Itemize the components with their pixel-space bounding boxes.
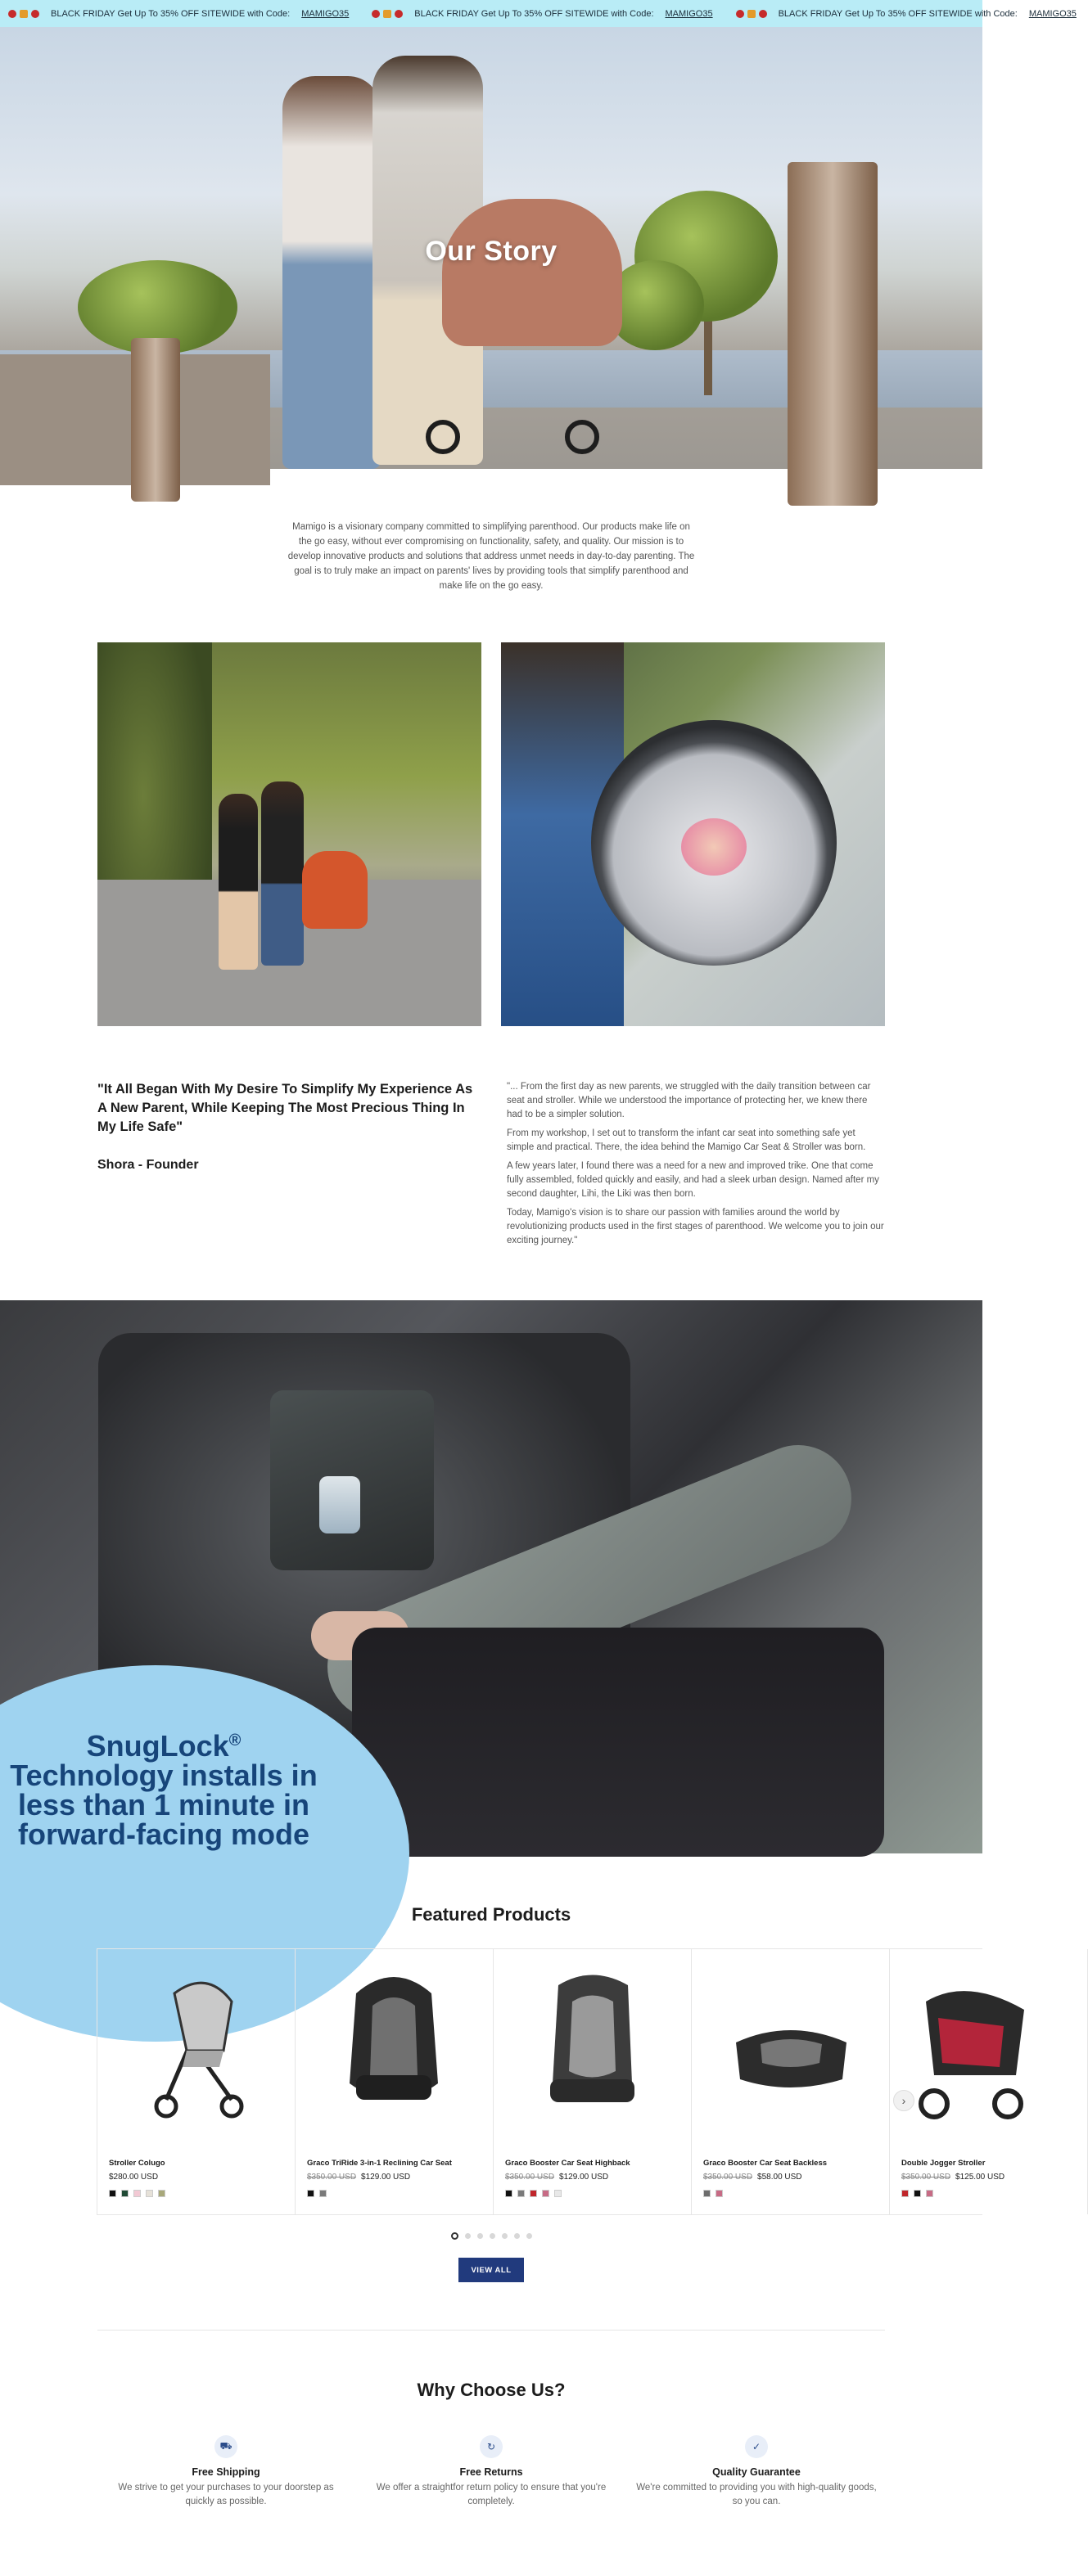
announcement-text: BLACK FRIDAY Get Up To 35% OFF SITEWIDE with Code: bbox=[51, 8, 291, 19]
snuglock-banner bbox=[0, 1300, 982, 1853]
photo-orange-stroller bbox=[302, 851, 368, 929]
product-sale-price: $125.00 USD bbox=[955, 2173, 1005, 2182]
promo-code[interactable]: MAMIGO35 bbox=[665, 8, 713, 19]
color-swatch[interactable] bbox=[926, 2190, 933, 2197]
color-swatch[interactable] bbox=[505, 2190, 512, 2197]
banner-seat-base bbox=[352, 1628, 884, 1857]
page-title: Our Story bbox=[425, 236, 558, 267]
product-sale-price: $280.00 USD bbox=[109, 2173, 159, 2182]
product-image[interactable] bbox=[703, 1961, 878, 2124]
photo-woman bbox=[219, 794, 258, 970]
product-card[interactable] bbox=[692, 1949, 890, 2214]
carousel-pagination bbox=[0, 2233, 982, 2240]
story-paragraph: From my workshop, I set out to transform the infant car seat into something safe yet simple and practical. There, the idea behind the Mamigo Car Seat & Stroller was born. bbox=[507, 1128, 866, 1152]
carousel-dot[interactable] bbox=[490, 2233, 495, 2239]
registered-mark: ® bbox=[228, 1732, 242, 1750]
carousel-dot[interactable] bbox=[526, 2233, 532, 2239]
product-image[interactable] bbox=[109, 1961, 283, 2124]
product-image[interactable] bbox=[307, 1961, 481, 2124]
color-swatch[interactable] bbox=[901, 2190, 909, 2197]
product-price bbox=[109, 2173, 283, 2182]
announcement-item bbox=[8, 9, 349, 19]
carousel-dot[interactable] bbox=[451, 2232, 458, 2240]
color-swatch[interactable] bbox=[307, 2190, 314, 2197]
intro-text: Mamigo is a visionary company committed to simplifying parenthood. Our products make life on the go easy, without ever compromising on functionality, safety, and quality. Our mission is to develop innovative products and solutions that address unmet needs in day-to-day parenting. The goal is to truly make an impact on parents' lives by providing tools that simplify parenthood and make life on the go easy. bbox=[287, 522, 695, 591]
why-item bbox=[634, 2435, 879, 2509]
gift-icon bbox=[736, 10, 767, 18]
product-image[interactable] bbox=[505, 1961, 679, 2124]
product-price bbox=[703, 2173, 878, 2182]
product-name[interactable]: Graco TriRide 3-in-1 Reclining Car Seat bbox=[307, 2159, 452, 2168]
product-sale-price: $58.00 USD bbox=[757, 2173, 802, 2182]
color-swatch[interactable] bbox=[554, 2190, 562, 2197]
hero-post bbox=[788, 162, 878, 506]
color-swatch[interactable] bbox=[319, 2190, 327, 2197]
product-name[interactable]: Graco Booster Car Seat Backless bbox=[703, 2159, 828, 2168]
founder-story bbox=[97, 1080, 885, 1253]
product-old-price: $350.00 USD bbox=[505, 2173, 555, 2182]
why-item-title: Quality Guarantee bbox=[712, 2466, 801, 2478]
color-swatches bbox=[901, 2190, 1076, 2197]
product-price bbox=[307, 2173, 481, 2182]
stroller-wheel bbox=[565, 420, 599, 454]
announcement-bar bbox=[0, 0, 1077, 27]
carousel-dot[interactable] bbox=[477, 2233, 483, 2239]
hero bbox=[0, 27, 982, 469]
gift-icon bbox=[8, 10, 39, 18]
carousel-dot[interactable] bbox=[465, 2233, 471, 2239]
color-swatches bbox=[505, 2190, 679, 2197]
product-card[interactable] bbox=[890, 1949, 1088, 2214]
product-old-price: $350.00 USD bbox=[307, 2173, 357, 2182]
promo-code[interactable]: MAMIGO35 bbox=[1028, 8, 1077, 19]
why-choose-list bbox=[0, 2435, 982, 2509]
color-swatch[interactable] bbox=[914, 2190, 921, 2197]
chevron-right-icon: › bbox=[901, 2094, 906, 2107]
why-choose-title: Why Choose Us? bbox=[417, 2380, 566, 2400]
hero-post bbox=[131, 338, 180, 502]
banner-line: forward-facing mode bbox=[17, 1817, 310, 1851]
color-swatch[interactable] bbox=[121, 2190, 129, 2197]
why-item bbox=[103, 2435, 349, 2509]
announcement-item bbox=[372, 9, 712, 19]
story-paragraph: "... From the first day as new parents, we struggled with the daily transition between car seat and stroller. While we understood the importance of protecting her, we knew there had to be a simpler solution. bbox=[507, 1082, 871, 1119]
product-name[interactable]: Double Jogger Stroller bbox=[901, 2159, 986, 2168]
story-paragraph: A few years later, I found there was a need for a new and improved trike. One that come fully assembled, folded quickly and easily, and had a sleek urban design. Named after my second daughter, Lihi, the Liki was then born. bbox=[507, 1161, 879, 1199]
color-swatch[interactable] bbox=[703, 2190, 711, 2197]
why-item-text: We offer a straightfor return policy to ensure that you're completely. bbox=[376, 2483, 607, 2506]
color-swatch[interactable] bbox=[146, 2190, 153, 2197]
product-card[interactable] bbox=[97, 1949, 296, 2214]
product-name[interactable]: Graco Booster Car Seat Highback bbox=[505, 2159, 630, 2168]
gift-icon bbox=[372, 10, 403, 18]
carousel-next-button[interactable] bbox=[893, 2090, 914, 2111]
photo-baby-carrier bbox=[501, 642, 885, 1026]
section-divider bbox=[97, 2330, 885, 2331]
color-swatch[interactable] bbox=[716, 2190, 723, 2197]
truck-icon: ⛟ bbox=[214, 2435, 237, 2458]
product-price bbox=[505, 2173, 679, 2182]
photo-man bbox=[261, 781, 304, 966]
color-swatch[interactable] bbox=[133, 2190, 141, 2197]
return-icon: ↻ bbox=[480, 2435, 503, 2458]
product-name[interactable]: Stroller Colugo bbox=[109, 2159, 165, 2168]
product-card[interactable] bbox=[494, 1949, 692, 2214]
story-text bbox=[507, 1080, 885, 1253]
view-all-button[interactable]: VIEW ALL bbox=[458, 2258, 524, 2282]
hero-stroller bbox=[442, 199, 622, 346]
product-sale-price: $129.00 USD bbox=[361, 2173, 411, 2182]
hero-person-woman bbox=[282, 76, 381, 469]
why-item-text: We strive to get your purchases to your doorstep as quickly as possible. bbox=[118, 2483, 334, 2506]
photo-baby bbox=[681, 818, 747, 876]
announcement-track bbox=[0, 9, 1077, 19]
badge-check-icon: ✓ bbox=[745, 2435, 768, 2458]
product-old-price: $350.00 USD bbox=[703, 2173, 753, 2182]
carousel-dot[interactable] bbox=[502, 2233, 508, 2239]
product-cards bbox=[97, 1949, 1005, 2214]
why-item-title: Free Shipping bbox=[192, 2466, 260, 2478]
banner-brand: SnugLock bbox=[86, 1729, 229, 1763]
story-photos bbox=[97, 642, 885, 1026]
product-sale-price: $129.00 USD bbox=[559, 2173, 609, 2182]
founder-quote: "It All Began With My Desire To Simplify My Experience As A New Parent, While Keeping The Most Precious Thing In My Life Safe" bbox=[97, 1082, 473, 1134]
stroller-wheel bbox=[426, 420, 460, 454]
promo-code[interactable]: MAMIGO35 bbox=[301, 8, 350, 19]
banner-line: Technology installs in bbox=[10, 1759, 318, 1792]
color-swatch[interactable] bbox=[517, 2190, 525, 2197]
why-item-text: We're committed to providing you with high-quality goods, so you can. bbox=[636, 2483, 877, 2506]
why-item-title: Free Returns bbox=[459, 2466, 523, 2478]
why-item bbox=[368, 2435, 614, 2509]
announcement-text: BLACK FRIDAY Get Up To 35% OFF SITEWIDE with Code: bbox=[414, 8, 654, 19]
featured-products-title: Featured Products bbox=[411, 1904, 571, 1925]
announcement-item bbox=[736, 9, 1077, 19]
product-image[interactable] bbox=[901, 1961, 1076, 2124]
color-swatches bbox=[109, 2190, 283, 2197]
announcement-text: BLACK FRIDAY Get Up To 35% OFF SITEWIDE with Code: bbox=[778, 8, 1018, 19]
product-carousel bbox=[97, 1948, 1005, 2215]
photo-couple-stroller bbox=[97, 642, 481, 1026]
color-swatches bbox=[307, 2190, 481, 2197]
color-swatch[interactable] bbox=[109, 2190, 116, 2197]
product-old-price: $350.00 USD bbox=[901, 2173, 951, 2182]
story-paragraph: Today, Mamigo's vision is to share our passion with families around the world by revolutionizing products used in the first stages of parenthood. We welcome you to join our exciting journey." bbox=[507, 1208, 884, 1245]
founder-name: Shora - Founder bbox=[97, 1158, 199, 1172]
color-swatch[interactable] bbox=[530, 2190, 537, 2197]
color-swatches bbox=[703, 2190, 878, 2197]
color-swatch[interactable] bbox=[542, 2190, 549, 2197]
carousel-dot[interactable] bbox=[514, 2233, 520, 2239]
banner-line: less than 1 minute in bbox=[17, 1788, 310, 1822]
banner-headline bbox=[0, 1726, 327, 1849]
product-card[interactable] bbox=[296, 1949, 494, 2214]
product-price bbox=[901, 2173, 1076, 2182]
color-swatch[interactable] bbox=[158, 2190, 165, 2197]
banner-indicator bbox=[319, 1476, 360, 1533]
